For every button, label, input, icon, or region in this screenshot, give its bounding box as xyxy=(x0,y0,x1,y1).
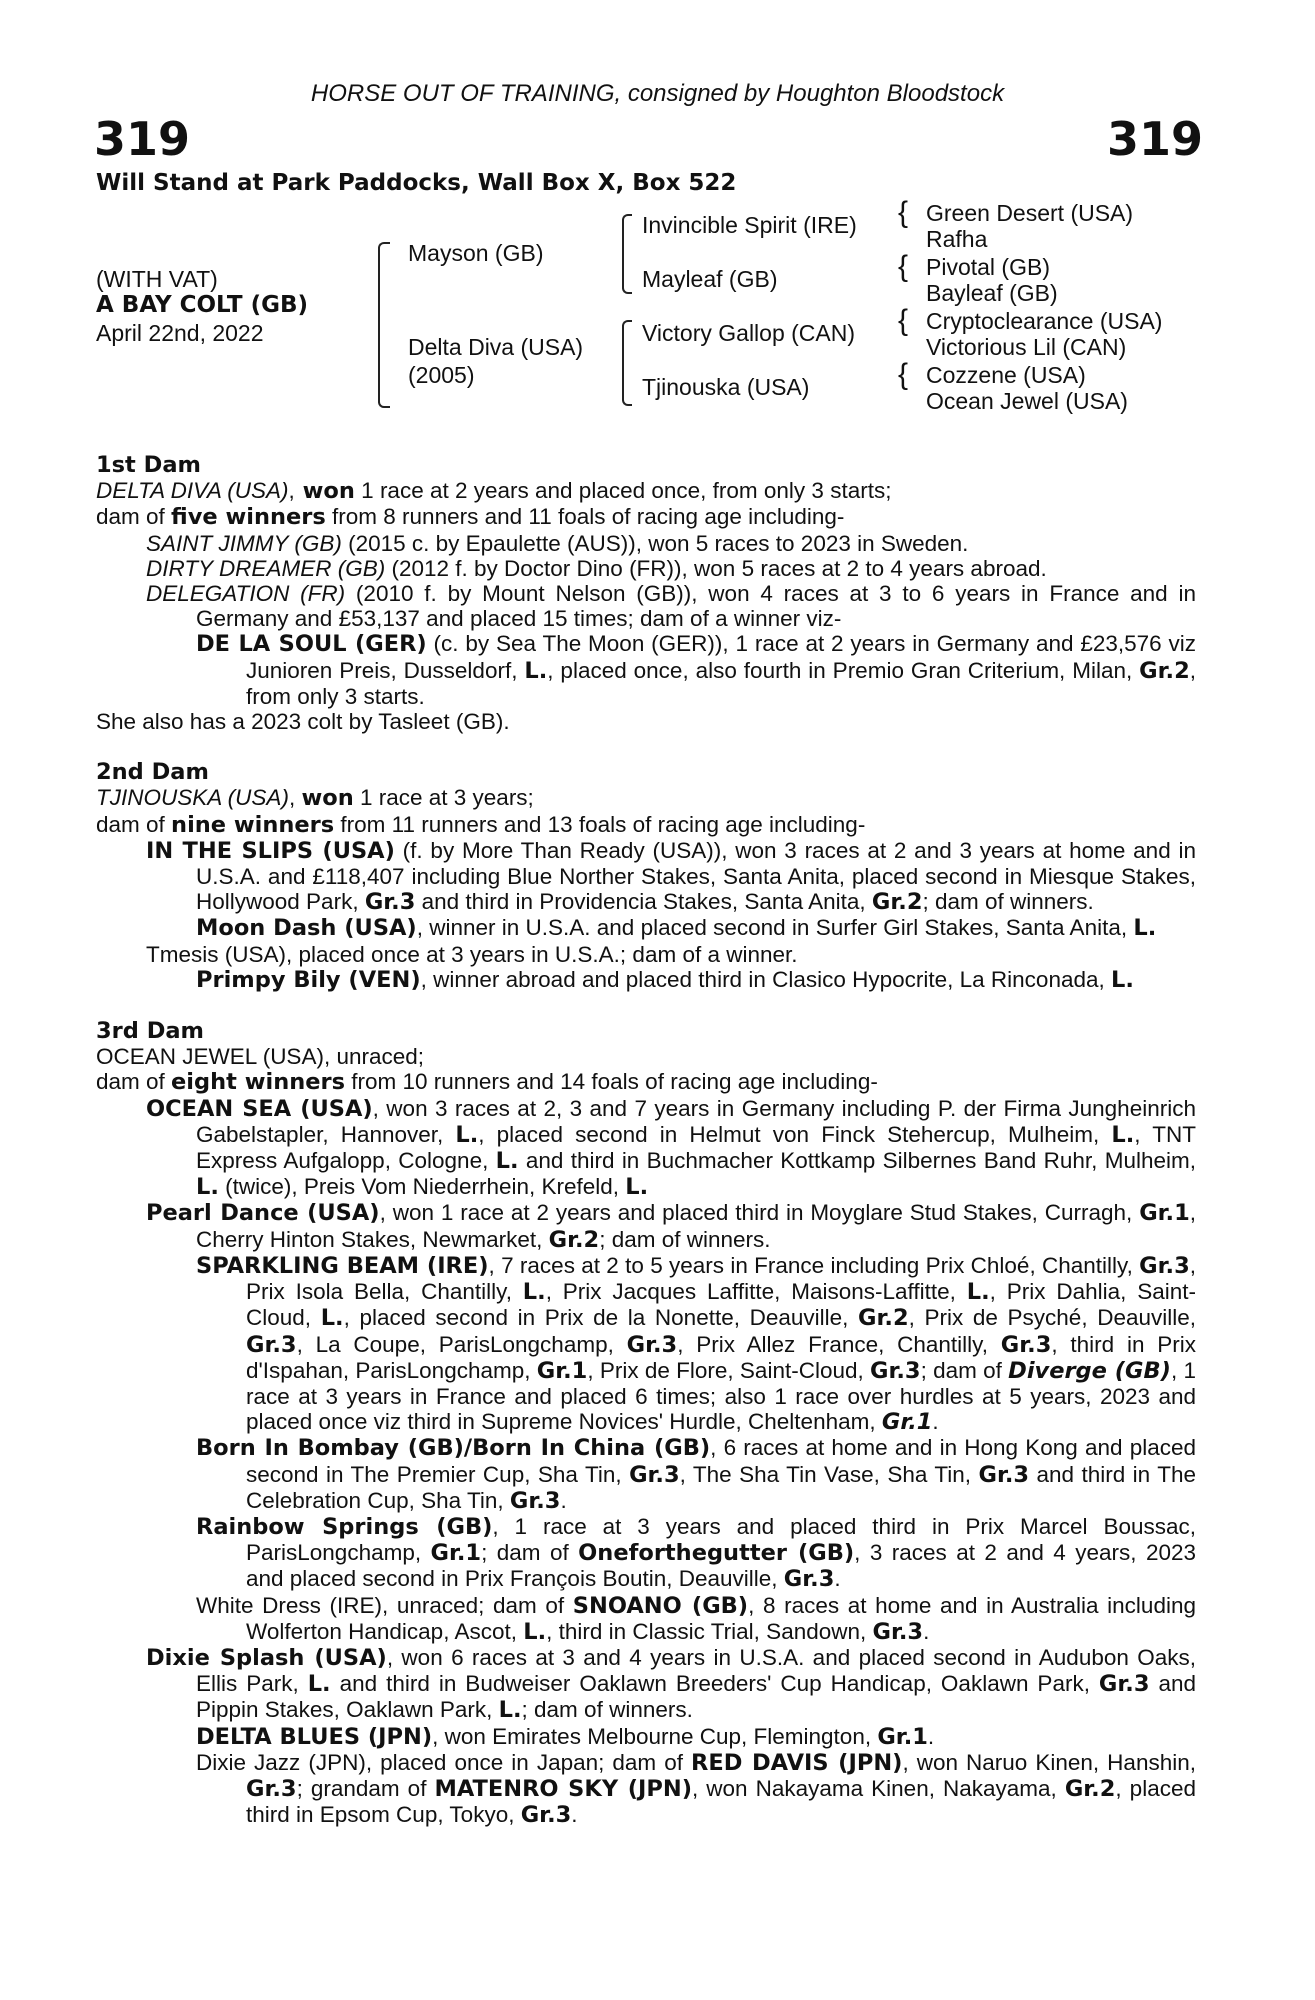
pedigree-entry xyxy=(96,1200,1196,1252)
bold-text: Gr.3 xyxy=(978,1461,1030,1488)
great-grandparent: Pivotal (GB) xyxy=(926,254,1050,280)
text-run: , 1 race at 3 years in France and placed 6 times; also 1 race over hurdles at 5 years, 2023 and placed once viz third in Supreme Novices' Hurdle, Cheltenham, xyxy=(246,1357,1196,1435)
section-heading: 3rd Dam xyxy=(96,1018,204,1045)
bold-text: won xyxy=(301,785,354,812)
dam-name: Delta Diva (USA) xyxy=(408,334,584,360)
bold-text: L. xyxy=(455,1121,479,1148)
pedigree-entry xyxy=(96,915,1196,941)
sire-name: Mayson (GB) xyxy=(408,240,544,266)
text-run: , 7 races at 2 to 5 years in France including Prix Chloé, Chantilly, xyxy=(488,1252,1140,1278)
bold-text: Gr.1 xyxy=(536,1357,588,1384)
text-run: from 11 runners and 13 foals of racing age including- xyxy=(334,811,866,837)
bold-text: L. xyxy=(1133,915,1157,942)
bold-text: Gr.2 xyxy=(871,889,923,916)
text-run: , 8 races at home and in Australia including Wolferton Handicap, Ascot, xyxy=(246,1592,1196,1644)
great-grandparent: Ocean Jewel (USA) xyxy=(926,388,1128,414)
text-run: and third in Providencia Stakes, Santa Anita, xyxy=(415,889,872,915)
pedigree-brace xyxy=(378,242,390,408)
pedigree-entry xyxy=(96,942,1196,967)
italic-name: SAINT JIMMY (GB) xyxy=(146,530,342,556)
bold-text: Gr.3 xyxy=(246,1775,297,1802)
bold-text: Gr.3 xyxy=(870,1357,921,1384)
dam-year: (2005) xyxy=(408,362,475,388)
bold-text: Gr.3 xyxy=(1098,1671,1150,1698)
pedigree-entry xyxy=(96,478,1196,504)
pedigree-entry xyxy=(96,1514,1196,1593)
text-run: , won Nakayama Kinen, Nakayama, xyxy=(691,1775,1065,1801)
horse-name: A BAY COLT (GB) xyxy=(96,292,309,318)
pedigree-entry xyxy=(96,631,1196,709)
bold-text: Gr.1 xyxy=(1139,1200,1190,1227)
text-run: and third in The Celebration Cup, Sha Tin, xyxy=(246,1461,1196,1513)
text-run: (twice), Preis Vom Niederrhein, Krefeld, xyxy=(218,1174,626,1200)
pedigree-brace xyxy=(622,320,632,406)
bold-text: DE LA SOUL (GER) xyxy=(196,631,427,658)
text-run: , winner in U.S.A. and placed second in Surfer Girl Stakes, Santa Anita, xyxy=(416,915,1134,941)
italic-name: TJINOUSKA (USA) xyxy=(96,785,289,811)
text-run: dam of xyxy=(96,1069,172,1095)
pedigree-entry xyxy=(96,1645,1196,1724)
text-run: Dixie Jazz (JPN), placed once in Japan; dam of xyxy=(196,1749,692,1775)
bold-text: Primpy Bily (VEN) xyxy=(196,966,421,993)
bold-text: L. xyxy=(625,1174,649,1201)
section-heading: 2nd Dam xyxy=(96,759,209,786)
text-run: , Prix de Psyché, Deauville, xyxy=(908,1305,1197,1331)
great-grandparent: Bayleaf (GB) xyxy=(926,280,1058,306)
lot-number-right: 319 xyxy=(1106,112,1203,166)
text-run: , won 1 race at 2 years and placed third in Moyglare Stud Stakes, Curragh, xyxy=(379,1200,1140,1226)
pedigree-brace: { xyxy=(898,304,909,337)
text-run: . xyxy=(560,1487,567,1513)
text-run: , won Emirates Melbourne Cup, Flemington, xyxy=(432,1723,878,1749)
text-run: ; grandam of xyxy=(296,1775,435,1801)
pedigree-entry xyxy=(96,1253,1196,1435)
bold-text: Gr.2 xyxy=(858,1305,909,1332)
pedigree-entry xyxy=(96,967,1196,993)
text-run: , Cherry Hinton Stakes, Newmarket, xyxy=(196,1200,1197,1252)
text-run: , La Coupe, ParisLongchamp, xyxy=(296,1331,627,1357)
bold-text: Gr.3 xyxy=(629,1461,680,1488)
text-run: . xyxy=(927,1723,935,1749)
text-run: dam of xyxy=(96,504,172,530)
text-run: 1 race at 3 years; xyxy=(353,785,534,811)
bold-text: L. xyxy=(1111,966,1134,993)
bold-text: L. xyxy=(196,1174,219,1201)
text-run: , third in Classic Trial, Sandown, xyxy=(546,1618,873,1644)
pedigree-entry xyxy=(96,581,1196,631)
bold-text: Gr.1 xyxy=(877,1723,928,1750)
pedigree-entry xyxy=(96,838,1196,916)
bold-text: Pearl Dance (USA) xyxy=(146,1200,380,1227)
bold-text: Gr.3 xyxy=(246,1331,297,1358)
bold-text: Born In Bombay (GB)/Born In China (GB) xyxy=(196,1435,711,1462)
text-run: OCEAN JEWEL (USA), unraced; xyxy=(96,1044,425,1070)
great-grandparent: Rafha xyxy=(926,226,988,252)
pedigree-entry xyxy=(96,785,1196,811)
pedigree-entry xyxy=(96,1096,1196,1201)
foaling-date: April 22nd, 2022 xyxy=(96,320,264,346)
bold-text: RED DAVIS (JPN) xyxy=(691,1749,903,1776)
text-run: , Prix de Flore, Saint-Cloud, xyxy=(587,1357,870,1383)
text-run: (2010 f. by Mount Nelson (GB)), won 4 races at 3 to 6 years in France and in Germany and £53,137 and placed 15 times; dam of a winner viz- xyxy=(196,581,1197,632)
text-run: , won 6 races at 3 and 4 years in U.S.A. and placed second in Audubon Oaks, Ellis Park, xyxy=(196,1644,1196,1697)
bold-text: L. xyxy=(495,1148,519,1175)
pedigree-entry xyxy=(96,1750,1196,1829)
bold-text: L. xyxy=(320,1305,344,1332)
pedigree-entry xyxy=(96,709,1196,734)
catalogue-header: HORSE OUT OF TRAINING, consigned by Houghton Bloodstock xyxy=(310,80,1005,107)
text-run: , won 3 races at 2, 3 and 7 years in Germany including P. der Firma Jungheinrich Gabelstapler, Hannover, xyxy=(196,1095,1196,1147)
text-run: , Prix Isola Bella, Chantilly, xyxy=(246,1252,1196,1305)
bold-text: Gr.2 xyxy=(1064,1775,1116,1802)
pedigree-entry xyxy=(96,1044,1196,1069)
text-run: and Pippin Stakes, Oaklawn Park, xyxy=(196,1671,1196,1723)
dam-sections xyxy=(96,453,1196,1828)
pedigree-entry xyxy=(96,1435,1196,1514)
pedigree-entry xyxy=(96,504,1196,530)
lot-number-left: 319 xyxy=(94,112,191,166)
text-run: , 1 race at 3 years and placed third in Prix Marcel Boussac, ParisLongchamp, xyxy=(246,1513,1197,1566)
text-run: Tmesis (USA), placed once at 3 years in U.S.A.; dam of a winner. xyxy=(146,941,798,967)
bold-text: MATENRO SKY (JPN) xyxy=(434,1775,692,1802)
text-run: . xyxy=(834,1566,841,1592)
text-run: ; dam of xyxy=(481,1540,579,1566)
text-run: , Prix Allez France, Chantilly, xyxy=(677,1331,1001,1357)
bold-text: Dixie Splash (USA) xyxy=(146,1644,387,1671)
bold-text: five winners xyxy=(171,504,326,531)
bold-text: nine winners xyxy=(171,811,335,838)
bold-text: DELTA BLUES (JPN) xyxy=(196,1723,433,1750)
pedigree-entry xyxy=(96,1593,1196,1645)
pedigree-entry xyxy=(96,1724,1196,1750)
bold-text: Moon Dash (USA) xyxy=(196,915,417,942)
bold-text: Gr.2 xyxy=(548,1226,600,1253)
bold-text: IN THE SLIPS (USA) xyxy=(146,837,395,864)
text-run: and third in Buchmacher Kottkamp Silbernes Band Ruhr, Mulheim, xyxy=(518,1148,1196,1174)
text-run: ; dam of xyxy=(920,1357,1009,1383)
text-run: ; dam of winners. xyxy=(599,1226,771,1252)
bold-text: Rainbow Springs (GB) xyxy=(196,1513,493,1540)
text-run: , xyxy=(288,478,295,504)
bold-text: L. xyxy=(523,1618,547,1645)
pedigree-entry xyxy=(96,531,1196,556)
text-run: , placed second in Helmut von Finck Stehercup, Mulheim, xyxy=(478,1121,1112,1147)
bold-text: L. xyxy=(498,1697,522,1724)
text-run: , The Sha Tin Vase, Sha Tin, xyxy=(679,1461,979,1487)
text-run: . xyxy=(923,1618,930,1644)
text-run: She also has a 2023 colt by Tasleet (GB). xyxy=(96,709,510,735)
bold-text: Gr.2 xyxy=(1139,657,1190,684)
text-run: (f. by More Than Ready (USA)), won 3 races at 2 and 3 years at home and in U.S.A. and £118,407 including Blue Norther Stakes, Santa Anita, placed second in Miesque Stakes, Hollywood Park, xyxy=(196,837,1196,915)
great-grandparent: Cryptoclearance (USA) xyxy=(926,308,1163,334)
text-run: , third in Prix d'Ispahan, ParisLongchamp, xyxy=(246,1331,1196,1383)
text-run: from 8 runners and 11 foals of racing age including- xyxy=(325,504,845,530)
great-grandparent: Victorious Lil (CAN) xyxy=(926,334,1127,360)
dam-sire: Victory Gallop (CAN) xyxy=(642,320,856,346)
sire-sire: Invincible Spirit (IRE) xyxy=(642,212,857,238)
pedigree-brace: { xyxy=(898,196,909,229)
bold-text: Gr.3 xyxy=(1139,1252,1190,1279)
section-heading: 1st Dam xyxy=(96,452,201,478)
pedigree-entry xyxy=(96,556,1196,581)
bold-text: Gr.1 xyxy=(430,1540,482,1567)
pedigree-brace xyxy=(622,214,632,294)
text-run: White Dress (IRE), unraced; dam of xyxy=(196,1592,573,1618)
bold-text: L. xyxy=(524,657,548,684)
text-run: , won Naruo Kinen, Hanshin, xyxy=(902,1749,1196,1775)
bold-text: Diverge (GB) xyxy=(1008,1357,1171,1384)
bold-text: Gr.3 xyxy=(783,1566,835,1593)
pedigree-entry xyxy=(96,1069,1196,1095)
text-run: , xyxy=(288,785,302,811)
text-run: . xyxy=(571,1802,578,1828)
bold-text: won xyxy=(294,478,355,505)
bold-text: Gr.3 xyxy=(364,889,416,916)
text-run: , placed second in Prix de la Nonette, Deauville, xyxy=(343,1305,859,1331)
italic-name: DIRTY DREAMER (GB) xyxy=(146,555,386,581)
bold-text: eight winners xyxy=(171,1069,346,1096)
bold-text: L. xyxy=(307,1671,331,1698)
vat-note: (WITH VAT) xyxy=(96,266,218,292)
text-run: , 3 races at 2 and 4 years, 2023 and placed second in Prix François Boutin, Deauville, xyxy=(246,1540,1196,1592)
text-run: (2015 c. by Epaulette (AUS)), won 5 races to 2023 in Sweden. xyxy=(341,530,969,556)
pedigree-entry xyxy=(96,812,1196,838)
text-run: 1 race at 2 years and placed once, from only 3 starts; xyxy=(354,478,892,504)
great-grandparent: Cozzene (USA) xyxy=(926,362,1086,388)
text-run: , placed once, also fourth in Premio Gran Criterium, Milan, xyxy=(547,657,1140,683)
pedigree-brace: { xyxy=(898,358,909,391)
text-run: , 6 races at home and in Hong Kong and placed second in The Premier Cup, Sha Tin, xyxy=(246,1435,1196,1487)
text-run: ; dam of winners. xyxy=(521,1697,693,1723)
bold-text: L. xyxy=(966,1279,990,1306)
dam-dam: Tjinouska (USA) xyxy=(642,374,810,400)
bold-text: Gr.3 xyxy=(520,1802,572,1829)
text-run: , Prix Dahlia, Saint-Cloud, xyxy=(246,1279,1196,1331)
text-run: , from only 3 starts. xyxy=(246,657,1196,709)
text-run: (c. by Sea The Moon (GER)), 1 race at 2 years in Germany and £23,576 viz Junioren Preis, Dusseldorf, xyxy=(246,631,1196,683)
text-run: , placed third in Epsom Cup, Tokyo, xyxy=(246,1775,1196,1828)
stand-location: Will Stand at Park Paddocks, Wall Box X, Box 522 xyxy=(96,170,737,196)
bold-text: SNOANO (GB) xyxy=(572,1592,749,1619)
bold-text: Gr.3 xyxy=(1000,1331,1052,1358)
bold-text: L. xyxy=(1111,1121,1135,1148)
text-run: from 10 runners and 14 foals of racing age including- xyxy=(345,1069,878,1095)
italic-name: DELEGATION (FR) xyxy=(146,581,346,607)
text-run: dam of xyxy=(96,811,172,837)
italic-name: DELTA DIVA (USA) xyxy=(96,478,289,504)
pedigree-brace: { xyxy=(898,250,909,283)
text-run: , winner abroad and placed third in Clasico Hypocrite, La Rinconada, xyxy=(420,966,1112,992)
great-grandparent: Green Desert (USA) xyxy=(926,200,1134,226)
bold-text: Gr.3 xyxy=(872,1618,924,1645)
text-run: , TNT Express Aufgalopp, Cologne, xyxy=(196,1121,1196,1174)
text-run: ; dam of winners. xyxy=(922,889,1094,915)
text-run: and third in Budweiser Oaklawn Breeders' Cup Handicap, Oaklawn Park, xyxy=(330,1671,1099,1697)
bold-text: SPARKLING BEAM (IRE) xyxy=(196,1252,489,1279)
bold-text: Gr.3 xyxy=(509,1487,561,1514)
bold-text: OCEAN SEA (USA) xyxy=(146,1095,373,1122)
bold-text: Oneforthegutter (GB) xyxy=(578,1540,855,1567)
text-run: (2012 f. by Doctor Dino (FR)), won 5 races at 2 to 4 years abroad. xyxy=(385,555,1047,581)
bold-text: Gr.1 xyxy=(881,1409,933,1436)
sire-dam: Mayleaf (GB) xyxy=(642,266,778,292)
bold-text: L. xyxy=(522,1279,546,1306)
text-run: . xyxy=(932,1409,939,1435)
bold-text: Gr.3 xyxy=(626,1331,678,1358)
text-run: , Prix Jacques Laffitte, Maisons-Laffitte, xyxy=(545,1279,967,1305)
